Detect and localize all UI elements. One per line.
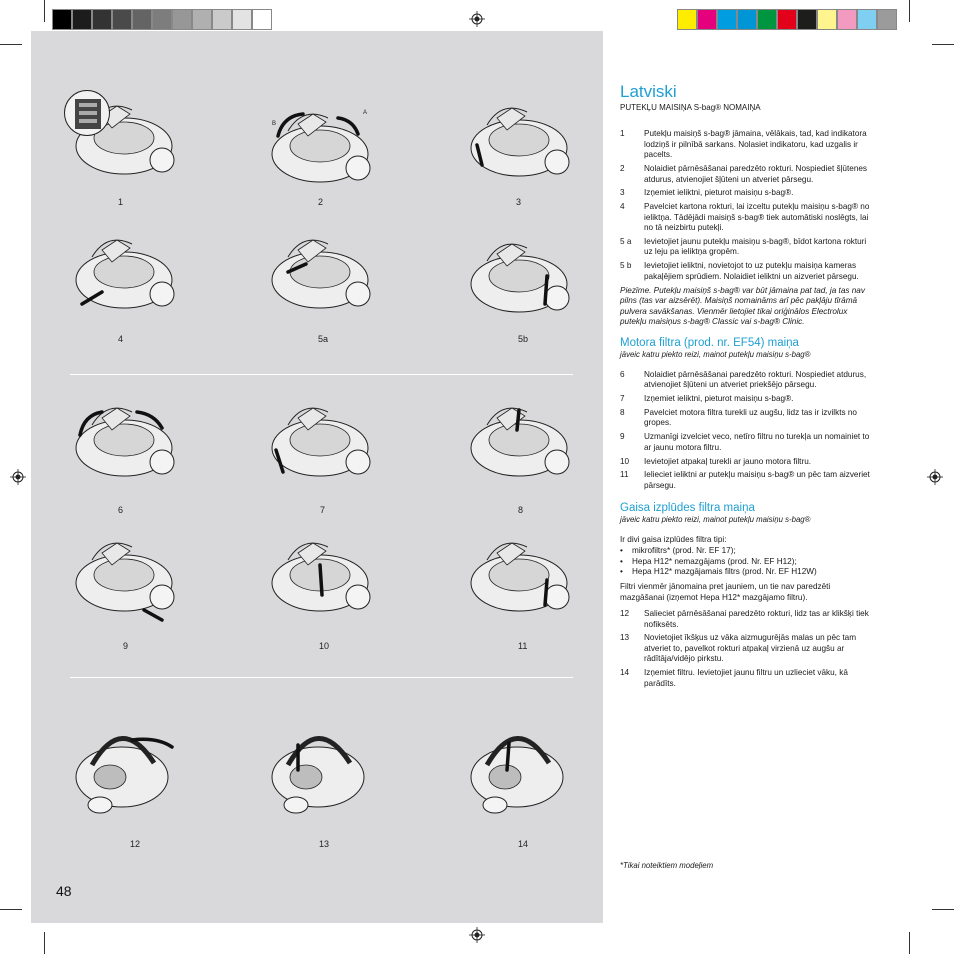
- vacuum-cleaner-icon: [62, 222, 182, 322]
- exhaust-step: [620, 633, 874, 664]
- bag-step: [620, 164, 874, 185]
- vacuum-cleaner-icon: [258, 96, 378, 196]
- motor-filter-title: Motora filtra (prod. nr. EF54) maiņa: [620, 337, 799, 350]
- bag-step: [620, 188, 874, 198]
- note-paragraph: Piezīme. Putekļu maisiņš s-bag® var būt jāmaina pat tad, ja tas nav pilns (tas var aizsērēt). Maisiņš nomaināms arī pēc pakļāju tīrāmā pulvera savākšanas. Vienmēr lietojiet tikai oriģinālos Electrolux putekļu maisiņus s-bag® Classic vai s-bag® Clinic.: [620, 285, 865, 326]
- steps-exhaust-list: [620, 609, 874, 689]
- figure-number: 5b: [518, 334, 529, 344]
- step-text: Izņemiet ieliktni, pieturot maisiņu s-bag®.: [644, 394, 794, 404]
- illustration-figure: [62, 222, 182, 322]
- steps-motor-list: [620, 370, 874, 492]
- exhaust-types-list: [620, 546, 874, 577]
- crop-mark: [0, 44, 22, 45]
- arrow-icon: [545, 580, 547, 605]
- exhaust-intro: Ir divi gaisa izplūdes filtra tipi:: [620, 534, 727, 544]
- crop-mark: [932, 44, 954, 45]
- gray-calibration-strip: [52, 9, 272, 30]
- exhaust-filter-subtitle: jāveic katru piekto reizi, mainot putekļu maisiņu s-bag®: [620, 515, 811, 525]
- gray-swatch: [132, 9, 152, 30]
- exhaust-type-item: • Hepa H12* nemazgājams (prod. Nr. EF H12);: [620, 556, 797, 566]
- vacuum-cleaner-icon: [258, 390, 378, 490]
- color-swatch: [777, 9, 797, 30]
- color-swatch: [757, 9, 777, 30]
- exhaust-step: [620, 609, 874, 630]
- gray-swatch: [112, 9, 132, 30]
- exhaust-paragraph: Filtri vienmēr jānomaina pret jauniem, un tie nav paredzēti mazgāšanai (izņemot Hepa H12* mazgājamo filtru).: [620, 582, 831, 602]
- instructions-column: [620, 82, 874, 692]
- color-swatch: [817, 9, 837, 30]
- illustration-figure: [457, 715, 577, 815]
- figure-number: 10: [319, 641, 330, 651]
- step-number: 9: [620, 432, 625, 442]
- registration-mark-icon: [927, 469, 943, 485]
- vacuum-cleaner-icon: [457, 90, 577, 190]
- arrow-icon: [144, 610, 162, 620]
- gray-swatch: [232, 9, 252, 30]
- registration-mark-icon: [469, 927, 485, 943]
- motor-step: [620, 470, 874, 491]
- figure-number: 6: [118, 505, 124, 515]
- figure-number: 11: [518, 641, 528, 651]
- illustration-figure: [457, 390, 577, 490]
- crop-mark: [909, 0, 910, 22]
- step-number: 8: [620, 407, 625, 417]
- color-swatch: [837, 9, 857, 30]
- gray-swatch: [172, 9, 192, 30]
- figure-number: 9: [123, 641, 129, 651]
- color-swatch: [717, 9, 737, 30]
- vacuum-cleaner-icon: [457, 226, 577, 326]
- crop-mark: [909, 932, 910, 954]
- step-text: Nolaidiet pārnēsāšanai paredzēto rokturi. Nospiediet šļūtenes atdurus, atvienojiet šļūteni un atveriet pārsegu.: [644, 164, 868, 184]
- gray-swatch: [252, 9, 272, 30]
- gray-swatch: [212, 9, 232, 30]
- step-text: Nolaidiet pārnēsāšanai paredzēto rokturi. Nospiediet atdurus, atvienojiet šļūteni un atveriet priekšējo pārsegu.: [644, 369, 867, 390]
- vacuum-cleaner-icon: [457, 525, 577, 625]
- vacuum-cleaner-icon: [258, 525, 378, 625]
- vacuum-cleaner-icon: [457, 390, 577, 490]
- figure-letter-a: A: [363, 110, 368, 116]
- vacuum-cleaner-icon: [62, 525, 182, 625]
- color-swatch: [677, 9, 697, 30]
- motor-step: [620, 408, 874, 429]
- arrow-icon: [517, 410, 519, 430]
- step-number: 4: [620, 202, 625, 212]
- motor-step: [620, 370, 874, 391]
- illustration-figure: [258, 715, 378, 815]
- crop-mark: [44, 932, 45, 954]
- section-divider: [70, 677, 573, 678]
- exhaust-step: [620, 668, 874, 689]
- figure-number: 1: [118, 197, 124, 207]
- gray-swatch: [192, 9, 212, 30]
- vacuum-cleaner-icon: [258, 715, 378, 815]
- step-text: Ielieciet ieliktni ar putekļu maisiņu s-bag® un pēc tam aizveriet pārsegu.: [644, 470, 870, 490]
- gray-swatch: [52, 9, 72, 30]
- step-number: 1: [620, 129, 625, 139]
- figure-number: 8: [518, 505, 524, 515]
- color-swatch: [697, 9, 717, 30]
- bag-step: [620, 237, 874, 258]
- registration-mark-icon: [469, 11, 485, 27]
- registration-mark-icon: [10, 469, 26, 485]
- step-text: Uzmanīgi izvelciet veco, netīro filtru no turekļa un nomainiet to ar jaunu motora filtru.: [644, 432, 870, 452]
- color-swatch: [857, 9, 877, 30]
- step-number: 2: [620, 164, 625, 174]
- illustration-figure: [62, 715, 182, 815]
- step-number: 14: [620, 668, 630, 678]
- figure-number: 14: [518, 839, 529, 849]
- figure-number: 7: [320, 505, 326, 515]
- figure-number: 3: [516, 197, 522, 207]
- step-text: Izņemiet ieliktni, pieturot maisiņu s-bag®.: [644, 188, 794, 198]
- indicator-inset: [64, 90, 110, 136]
- gray-swatch: [152, 9, 172, 30]
- step-text: Novietojiet īkšķus uz vāka aizmugurējās malas un pēc tam atveriet to, pavelkot rokturi atpakaļ virzienā uz augšu ar rādītāja/vidējo pirkstu.: [644, 633, 857, 664]
- step-number: 10: [620, 456, 630, 466]
- vacuum-cleaner-icon: [62, 390, 182, 490]
- step-text: Ievietojiet ieliktni, novietojot to uz putekļu maisiņa kameras pakaļējiem sprūdiem. Nolaidiet ieliktni un aizveriet pārsegu.: [644, 261, 859, 281]
- page-number: 48: [56, 883, 72, 899]
- figure-letter-b: B: [272, 121, 277, 127]
- steps-bag-list: [620, 129, 874, 282]
- step-text: Ievietojiet jaunu putekļu maisiņu s-bag®, bīdot kartona rokturi uz leju pa ieliktņa gropēm.: [644, 237, 867, 257]
- motor-filter-subtitle: jāveic katru piekto reizi, mainot putekļu maisiņu s-bag®: [620, 350, 811, 360]
- arrow-icon: [320, 565, 322, 595]
- illustration-figure: [258, 96, 378, 196]
- illustration-figure: [457, 525, 577, 625]
- exhaust-type-item: • mikrofiltrs* (prod. Nr. EF 17);: [620, 546, 736, 556]
- motor-step: [620, 457, 874, 467]
- step-number: 6: [620, 369, 625, 379]
- language-title: Latviski: [620, 82, 677, 101]
- illustration-figure: [258, 525, 378, 625]
- figure-number: 2: [318, 197, 324, 207]
- illustration-figure: [457, 90, 577, 190]
- step-number: 12: [620, 609, 630, 619]
- section-divider: [70, 374, 573, 375]
- vacuum-cleaner-icon: [457, 715, 577, 815]
- illustration-figure: [457, 226, 577, 326]
- step-number: 13: [620, 633, 630, 643]
- vacuum-cleaner-icon: [62, 715, 182, 815]
- step-text: Putekļu maisiņš s-bag® jāmaina, vēlākais, tad, kad indikatora lodziņš ir pilnībā sarkans. Nolasiet indikatoru, kad uzgalis ir pacelts.: [644, 129, 867, 160]
- step-number: 11: [620, 470, 629, 480]
- motor-step: [620, 394, 874, 404]
- gray-swatch: [72, 9, 92, 30]
- crop-mark: [0, 909, 22, 910]
- step-text: Salieciet pārnēsāšanai paredzēto rokturi, lidz tas ar klikšķi tiek nofiksēts.: [644, 609, 869, 629]
- vacuum-cleaner-icon: [258, 222, 378, 322]
- bag-step: [620, 202, 874, 233]
- arrow-icon: [545, 276, 547, 304]
- step-text: Pavelciet motora filtra turekli uz augšu, lidz tas ir izvilkts no gropes.: [644, 407, 857, 428]
- step-number: 5 a: [620, 237, 632, 247]
- figure-number: 12: [130, 839, 141, 849]
- step-number: 3: [620, 188, 625, 198]
- bag-step: [620, 261, 874, 282]
- arrow-icon: [507, 743, 509, 770]
- color-swatch: [877, 9, 897, 30]
- gray-swatch: [92, 9, 112, 30]
- figure-number: 4: [118, 334, 124, 344]
- figure-number: 13: [319, 839, 330, 849]
- color-swatch: [737, 9, 757, 30]
- crop-mark: [44, 0, 45, 22]
- illustration-figure: [258, 222, 378, 322]
- step-number: 7: [620, 394, 625, 404]
- illustration-figure: [62, 525, 182, 625]
- crop-mark: [932, 909, 954, 910]
- step-text: Ievietojiet atpakaļ turekli ar jauno motora filtru.: [644, 456, 812, 466]
- footnote: *Tikai noteiktiem modeļiem: [620, 861, 714, 870]
- step-number: 5 b: [620, 261, 632, 271]
- illustration-figure: [258, 390, 378, 490]
- bag-step: [620, 129, 874, 160]
- color-calibration-strip: [677, 9, 897, 30]
- illustration-figure: [62, 390, 182, 490]
- exhaust-filter-title: Gaisa izplūdes filtra maiņa: [620, 502, 755, 515]
- motor-step: [620, 432, 874, 453]
- step-text: Pavelciet kartona rokturi, lai izceltu putekļu maisiņu s-bag® no ieliktņa. Tādējādi maisiņš s-bag® tiek automātiski noslēgts, lai no tā neizbirtu putekļi.: [644, 202, 870, 233]
- color-swatch: [797, 9, 817, 30]
- figure-number: 5a: [318, 334, 329, 344]
- section-subtitle: PUTEKĻU MAISIŅA S-bag® NOMAIŅA: [620, 103, 761, 112]
- bag-indicator-icon: [65, 91, 110, 136]
- step-text: Izņemiet filtru. Ievietojiet jaunu filtru un uzlieciet vāku, kā parādīts.: [644, 668, 848, 688]
- exhaust-type-item: • Hepa H12* mazgājamais filtrs (prod. Nr. EF H12W): [620, 566, 817, 576]
